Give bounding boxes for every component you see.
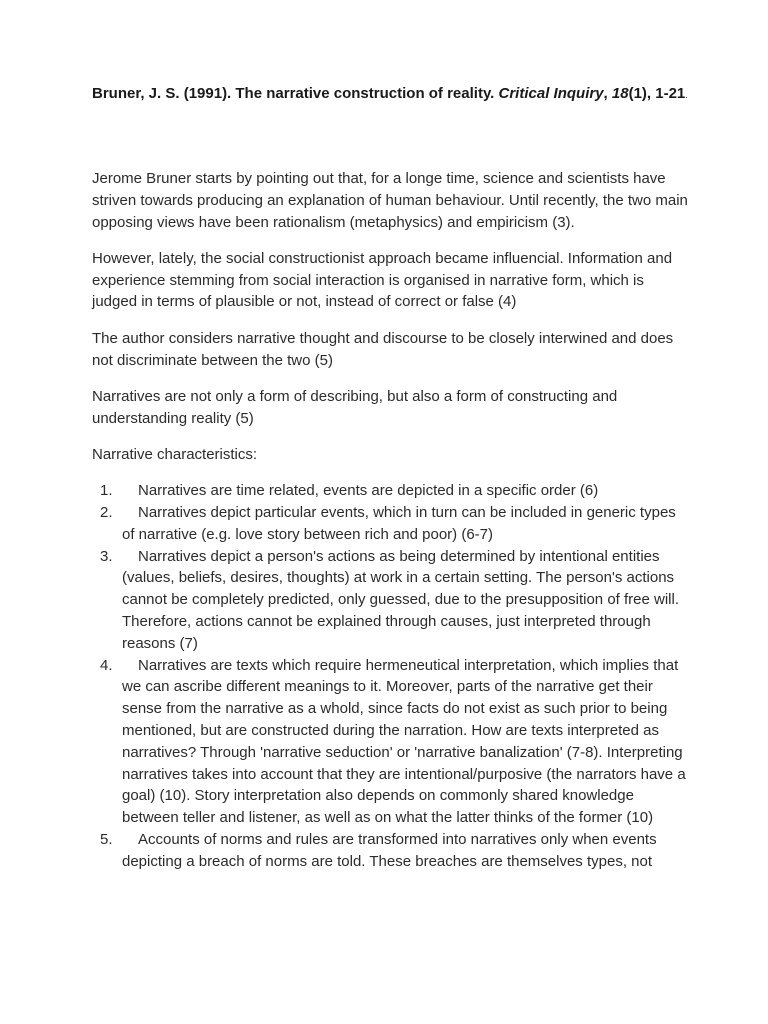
paragraph-intro: Jerome Bruner starts by pointing out that, for a longe time, science and scientists have striven towards producing an explanation of human behaviour. Until recently, the two main opposing views have been rationalism (metaphysics) and empiricism (3). (92, 170, 688, 231)
summary-body (92, 168, 692, 873)
citation-authors-title: Bruner, J. S. (1991). The narrative construction of reality. (92, 85, 499, 102)
list-item-text: Narratives depict a person's actions as being determined by intentional entities (values, beliefs, desires, thoughts) at work in a certain setting. The person's actions cannot be completely predicted, only guessed, due to the presupposition of free will. Therefore, actions cannot be explained through causes, just interpreted through reasons (7) (122, 547, 680, 652)
list-item-number: 2. (100, 504, 113, 522)
list-item-text: Narratives are texts which require hermeneutical interpretation, which implies that we can ascribe different meanings to it. Moreover, parts of the narrative get their sense from the narrative as a whold, since facts do not exist as such prior to being mentioned, but are constructed during the narration. How are texts interpreted as narratives? Through 'narrative seduction' or 'narrative banalization' (7-8). Interpreting narratives takes into account that they are intentional/purposive (the narrators have a goal) (10). Story interpretation also depends on commonly shared knowledge between teller and listener, as well as on what the latter thinks of the former (10) (122, 656, 686, 827)
list-item-number: 1. (100, 482, 113, 500)
list-item-number: 3. (100, 547, 113, 565)
paragraph-characteristics-heading: Narrative characteristics: (92, 445, 258, 463)
citation-volume: 18 (611, 85, 629, 102)
paragraph-constructionist: However, lately, the social constructionist approach became influencial. Information and experience stemming from social interaction is organised in narrative form, which is judged in terms of plausible or not, instead of correct or false (4) (92, 249, 673, 311)
citation-journal: Critical Inquiry (498, 85, 604, 102)
list-item (92, 829, 692, 873)
citation-trailing-period: . (685, 90, 688, 100)
list-item-text: Accounts of norms and rules are transformed into narratives only when events depicting a breach of norms are told. These breaches are themselves types, not (122, 831, 657, 870)
characteristics-list (92, 480, 692, 872)
citation-issue-pages: (1), 1-21 (628, 85, 686, 102)
list-item-text: Narratives are time related, events are depicted in a specific order (6) (138, 482, 599, 500)
citation-heading (92, 84, 723, 105)
citation-separator: , (603, 85, 612, 102)
list-item (92, 480, 692, 502)
list-item-number: 5. (100, 831, 113, 849)
paragraph-constructing-reality: Narratives are not only a form of describing, but also a form of constructing and understanding reality (5) (92, 387, 618, 427)
list-item (92, 502, 692, 546)
paragraph-thought-discourse: The author considers narrative thought and discourse to be closely interwined and does not discriminate between the two (5) (92, 329, 674, 369)
list-item (92, 655, 692, 829)
list-item-text: Narratives depict particular events, which in turn can be included in generic types of narrative (e.g. love story between rich and poor) (6-7) (122, 504, 676, 543)
list-item-number: 4. (100, 656, 113, 674)
list-item (92, 546, 692, 655)
